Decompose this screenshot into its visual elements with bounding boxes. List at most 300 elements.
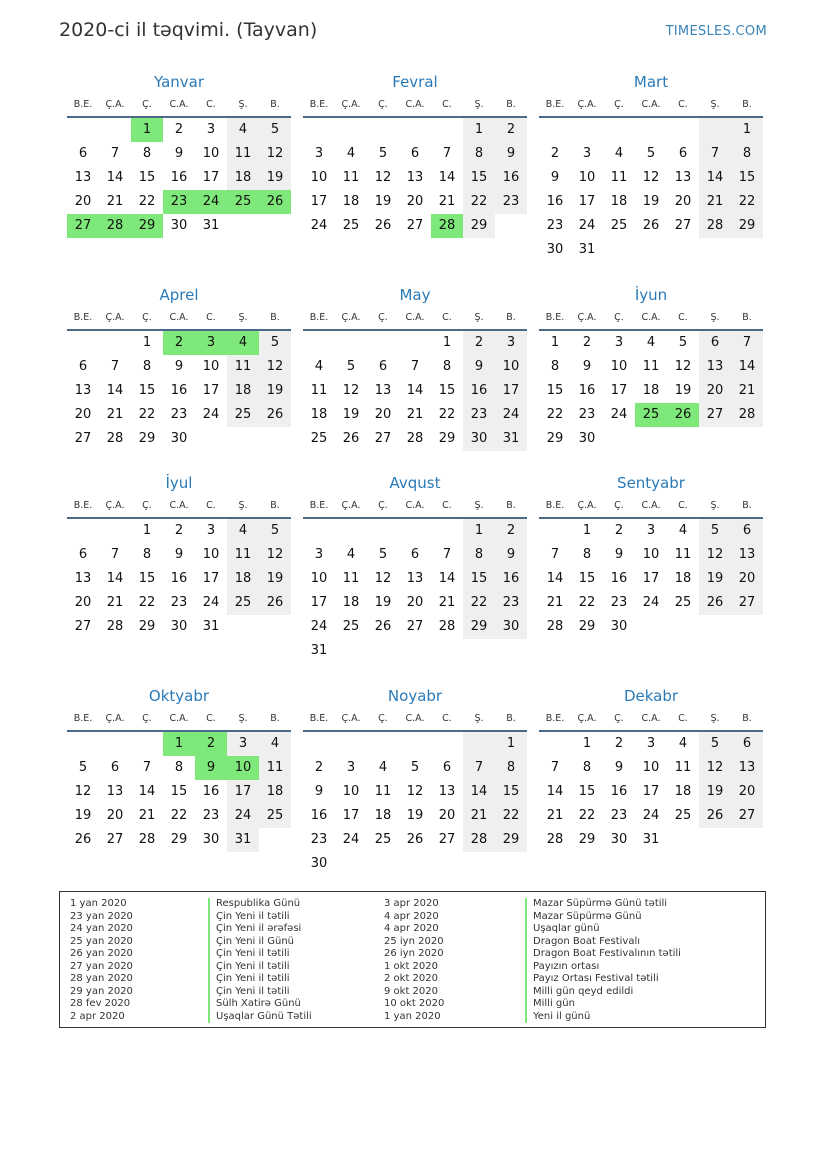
day-cell: 25: [374, 832, 392, 847]
day-cell: 13: [106, 784, 124, 799]
day-cell: 17: [202, 170, 220, 185]
day-cell: 27: [731, 804, 763, 828]
legend-holiday-name: Çin Yeni il tətili: [208, 948, 312, 961]
day-cell: 4: [227, 519, 259, 543]
weekday-label: C.A.: [641, 312, 661, 323]
day-cell: 7: [442, 547, 452, 562]
day-cell: 26: [406, 832, 424, 847]
day-cell: 9: [495, 142, 527, 166]
day-cell: 11: [374, 784, 392, 799]
week-row: [67, 732, 291, 756]
empty-cell: [431, 639, 463, 663]
day-cell: 23: [495, 591, 527, 615]
day-cell: 15: [578, 784, 596, 799]
empty-cell: [571, 118, 603, 142]
day-cell: 30: [495, 615, 527, 639]
week-row: [67, 519, 291, 543]
day-cell: 24: [610, 407, 628, 422]
day-cell: 21: [438, 194, 456, 209]
empty-cell: [367, 519, 399, 543]
weekday-label: Ş.: [238, 713, 248, 724]
month-name: İyul: [165, 474, 193, 492]
day-cell: 8: [142, 547, 152, 562]
legend-holiday-name: Sülh Xatirə Günü: [208, 998, 312, 1011]
day-cell: 19: [674, 383, 692, 398]
day-cell: 13: [406, 571, 424, 586]
day-cell: 11: [227, 142, 259, 166]
legend-holiday-name: Çin Yeni il Günü: [208, 936, 312, 949]
empty-cell: [667, 118, 699, 142]
legend-date: 1 okt 2020: [384, 960, 438, 972]
empty-cell: [335, 732, 367, 756]
empty-cell: [99, 118, 131, 142]
legend-dates-left: [70, 898, 133, 1023]
weekday-label: C.A.: [169, 500, 189, 511]
week-row: [303, 732, 527, 756]
day-cell: 11: [310, 383, 328, 398]
day-cell: 5: [699, 732, 731, 756]
week-row: [67, 355, 291, 379]
week-row: [67, 427, 291, 451]
day-cell: 26: [374, 218, 392, 233]
day-cell: 12: [374, 170, 392, 185]
empty-cell: [699, 427, 731, 451]
day-cell: 6: [442, 760, 452, 775]
weekday-label: B.E.: [73, 500, 93, 511]
empty-cell: [67, 519, 99, 543]
day-cell: 6: [78, 547, 88, 562]
day-cell: 12: [342, 383, 360, 398]
day-cell: 28: [406, 431, 424, 446]
day-cell: 2: [163, 331, 195, 355]
legend-holiday-name: Çin Yeni il tətili: [208, 973, 312, 986]
empty-cell: [195, 427, 227, 451]
day-cell: 11: [674, 547, 692, 562]
day-cell: 23: [610, 808, 628, 823]
day-cell: 12: [259, 543, 291, 567]
empty-cell: [431, 732, 463, 756]
day-cell: 11: [227, 543, 259, 567]
day-cell: 23: [163, 190, 195, 214]
week-row: [67, 567, 291, 591]
weekday-label: C.A.: [169, 713, 189, 724]
day-cell: 5: [410, 760, 420, 775]
legend-date: 25 yan 2020: [70, 935, 133, 947]
day-cell: 22: [463, 591, 495, 615]
weekday-label: Ç.: [378, 99, 388, 110]
month-name: Dekabr: [623, 687, 679, 705]
day-cell: 19: [259, 166, 291, 190]
day-cell: 24: [202, 407, 220, 422]
day-cell: 7: [410, 359, 420, 374]
day-cell: 8: [463, 142, 495, 166]
legend-holiday-name: Uşaqlar günü: [525, 923, 681, 936]
month-name: May: [399, 286, 431, 304]
week-row: [539, 828, 763, 852]
week-row: [539, 403, 763, 427]
legend-holiday-name: Milli gün: [525, 998, 681, 1011]
month-name: Yanvar: [153, 73, 205, 91]
day-cell: 12: [674, 359, 692, 374]
week-row: [67, 331, 291, 355]
week-row: [303, 591, 527, 615]
day-cell: 21: [138, 808, 156, 823]
day-cell: 28: [138, 832, 156, 847]
weekday-label: Ş.: [238, 99, 248, 110]
day-cell: 16: [578, 383, 596, 398]
page-title: 2020-ci il təqvimi. (Tayvan): [59, 19, 318, 41]
legend-date: 26 iyn 2020: [384, 948, 444, 959]
weekday-label: Ç.A.: [105, 312, 125, 323]
day-cell: 23: [170, 407, 188, 422]
legend-holiday-name: Çin Yeni il tətili: [208, 911, 312, 924]
empty-cell: [399, 118, 431, 142]
empty-cell: [699, 615, 731, 639]
day-cell: 21: [463, 804, 495, 828]
day-cell: 5: [378, 146, 388, 161]
weekday-label: B.E.: [545, 500, 565, 511]
weekday-label: Ç.A.: [341, 713, 361, 724]
day-cell: 4: [259, 732, 291, 756]
day-cell: 7: [463, 756, 495, 780]
weekday-label: C.A.: [405, 312, 425, 323]
day-cell: 2: [463, 331, 495, 355]
weekday-label: C.: [442, 500, 452, 511]
week-row: [303, 543, 527, 567]
day-cell: 7: [731, 331, 763, 355]
day-cell: 7: [110, 547, 120, 562]
empty-cell: [699, 238, 731, 262]
day-cell: 28: [431, 214, 463, 238]
day-cell: 10: [610, 359, 628, 374]
day-cell: 4: [227, 118, 259, 142]
legend-holiday-name: Çin Yeni il tətili: [208, 961, 312, 974]
weekday-label: Ş.: [710, 312, 720, 323]
day-cell: 9: [174, 359, 184, 374]
day-cell: 8: [174, 760, 184, 775]
week-row: [67, 142, 291, 166]
day-cell: 20: [106, 808, 124, 823]
weekday-label: B.E.: [73, 713, 93, 724]
empty-cell: [539, 519, 571, 543]
day-cell: 8: [582, 547, 592, 562]
month-mart: [539, 70, 763, 262]
day-cell: 2: [614, 736, 624, 751]
empty-cell: [399, 639, 431, 663]
week-row: [303, 214, 527, 238]
empty-cell: [259, 214, 291, 238]
weekday-label: B.E.: [73, 312, 93, 323]
day-cell: 23: [495, 190, 527, 214]
week-row: [539, 379, 763, 403]
day-cell: 23: [546, 218, 564, 233]
day-cell: 16: [610, 571, 628, 586]
legend-date: 28 fev 2020: [70, 998, 131, 1009]
day-cell: 15: [731, 166, 763, 190]
empty-cell: [335, 852, 367, 876]
month-may: [303, 283, 527, 451]
weekday-label: C.: [206, 99, 216, 110]
day-cell: 5: [378, 547, 388, 562]
week-row: [539, 732, 763, 756]
day-cell: 5: [259, 118, 291, 142]
empty-cell: [335, 639, 367, 663]
day-cell: 29: [546, 431, 564, 446]
weekday-label: B.: [506, 713, 516, 724]
weekday-header: [303, 94, 527, 118]
day-cell: 3: [314, 547, 324, 562]
empty-cell: [399, 519, 431, 543]
weekday-label: Ş.: [474, 713, 484, 724]
day-cell: 2: [582, 335, 592, 350]
day-cell: 20: [406, 194, 424, 209]
day-cell: 17: [342, 808, 360, 823]
day-cell: 8: [731, 142, 763, 166]
day-cell: 13: [731, 756, 763, 780]
day-cell: 25: [227, 403, 259, 427]
month-name: Mart: [633, 73, 669, 91]
legend-names-right: [525, 898, 681, 1023]
weekday-label: Ç.A.: [341, 312, 361, 323]
day-cell: 15: [438, 383, 456, 398]
empty-cell: [463, 732, 495, 756]
day-cell: 5: [78, 760, 88, 775]
empty-cell: [67, 732, 99, 756]
day-cell: 31: [495, 427, 527, 451]
day-cell: 12: [259, 355, 291, 379]
legend-holiday-name: Payız Ortası Festival tətili: [525, 973, 681, 986]
day-cell: 22: [578, 595, 596, 610]
day-cell: 13: [374, 383, 392, 398]
week-row: [303, 355, 527, 379]
weekday-label: C.: [678, 99, 688, 110]
day-cell: 18: [342, 595, 360, 610]
week-row: [539, 567, 763, 591]
day-cell: 3: [227, 732, 259, 756]
day-cell: 18: [259, 780, 291, 804]
weekday-label: B.E.: [73, 99, 93, 110]
weekday-header: [303, 495, 527, 519]
day-cell: 25: [310, 431, 328, 446]
day-cell: 3: [206, 523, 216, 538]
day-cell: 2: [314, 760, 324, 775]
day-cell: 23: [310, 832, 328, 847]
week-row: [303, 639, 527, 663]
weekday-label: Ç.A.: [341, 500, 361, 511]
weekday-label: Ç.A.: [577, 99, 597, 110]
weekday-label: Ç.: [142, 500, 152, 511]
day-cell: 24: [495, 403, 527, 427]
legend-date: 24 yan 2020: [70, 923, 133, 934]
day-cell: 2: [614, 523, 624, 538]
day-cell: 15: [138, 571, 156, 586]
legend-holiday-name: Mazar Süpürmə Günü tətili: [525, 898, 681, 911]
legend-date: 4 apr 2020: [384, 923, 439, 934]
day-cell: 14: [731, 355, 763, 379]
empty-cell: [67, 118, 99, 142]
week-row: [303, 852, 527, 876]
empty-cell: [635, 118, 667, 142]
weekday-header: [67, 708, 291, 732]
month-name: Oktyabr: [148, 687, 210, 705]
day-cell: 29: [138, 619, 156, 634]
day-cell: 28: [699, 214, 731, 238]
day-cell: 3: [195, 331, 227, 355]
day-cell: 20: [731, 567, 763, 591]
day-cell: 30: [170, 619, 188, 634]
month-noyabr: [303, 684, 527, 876]
day-cell: 23: [170, 595, 188, 610]
day-cell: 28: [731, 403, 763, 427]
empty-cell: [731, 238, 763, 262]
day-cell: 22: [546, 407, 564, 422]
week-row: [67, 615, 291, 639]
day-cell: 31: [578, 242, 596, 257]
week-row: [67, 591, 291, 615]
legend-holiday-name: Dragon Boat Festivalı: [525, 936, 681, 949]
weekday-label: B.E.: [309, 713, 329, 724]
empty-cell: [399, 732, 431, 756]
day-cell: 26: [259, 403, 291, 427]
day-cell: 25: [610, 218, 628, 233]
legend-date: 25 iyn 2020: [384, 935, 444, 947]
empty-cell: [635, 238, 667, 262]
day-cell: 3: [582, 146, 592, 161]
day-cell: 14: [438, 170, 456, 185]
day-cell: 29: [438, 431, 456, 446]
day-cell: 30: [578, 431, 596, 446]
day-cell: 26: [374, 619, 392, 634]
weekday-label: Ç.: [614, 500, 624, 511]
day-cell: 12: [642, 170, 660, 185]
legend-date: 9 okt 2020: [384, 985, 438, 997]
day-cell: 28: [106, 619, 124, 634]
day-cell: 15: [463, 166, 495, 190]
day-cell: 28: [546, 832, 564, 847]
day-cell: 19: [74, 808, 92, 823]
month-name: Fevral: [392, 73, 438, 91]
day-cell: 28: [438, 619, 456, 634]
day-cell: 31: [227, 828, 259, 852]
week-row: [67, 804, 291, 828]
day-cell: 30: [170, 218, 188, 233]
day-cell: 15: [578, 571, 596, 586]
day-cell: 10: [202, 146, 220, 161]
day-cell: 18: [642, 383, 660, 398]
brand-logo[interactable]: TIMESLES.COM: [665, 24, 767, 39]
day-cell: 19: [374, 595, 392, 610]
weekday-label: C.: [206, 312, 216, 323]
day-cell: 23: [463, 403, 495, 427]
legend-date: 27 yan 2020: [70, 960, 133, 972]
legend-holiday-name: Yeni il günü: [525, 1011, 681, 1024]
day-cell: 5: [259, 331, 291, 355]
weekday-label: B.E.: [309, 312, 329, 323]
day-cell: 10: [342, 784, 360, 799]
day-cell: 28: [106, 431, 124, 446]
day-cell: 17: [578, 194, 596, 209]
week-row: [539, 355, 763, 379]
weekday-label: B.: [742, 99, 752, 110]
day-cell: 4: [614, 146, 624, 161]
day-cell: 1: [582, 736, 592, 751]
legend-holiday-name: Çin Yeni il ərəfəsi: [208, 923, 312, 936]
week-row: [539, 591, 763, 615]
day-cell: 22: [438, 407, 456, 422]
week-row: [303, 519, 527, 543]
weekday-label: Ç.: [614, 713, 624, 724]
weekday-label: Ç.: [142, 312, 152, 323]
month-name: Aprel: [159, 286, 199, 304]
day-cell: 22: [138, 194, 156, 209]
legend-date: 1 yan 2020: [384, 1010, 441, 1022]
weekday-label: Ç.: [142, 99, 152, 110]
day-cell: 18: [374, 808, 392, 823]
empty-cell: [335, 519, 367, 543]
day-cell: 7: [550, 760, 560, 775]
day-cell: 28: [546, 619, 564, 634]
week-row: [303, 379, 527, 403]
day-cell: 27: [74, 431, 92, 446]
day-cell: 24: [227, 804, 259, 828]
day-cell: 14: [406, 383, 424, 398]
legend-date: 23 yan 2020: [70, 910, 133, 922]
day-cell: 29: [170, 832, 188, 847]
month-dekabr: [539, 684, 763, 852]
day-cell: 1: [582, 523, 592, 538]
day-cell: 1: [463, 118, 495, 142]
weekday-label: Ç.: [614, 99, 624, 110]
weekday-label: Ç.: [614, 312, 624, 323]
day-cell: 14: [106, 571, 124, 586]
day-cell: 16: [202, 784, 220, 799]
legend-date: 1 yan 2020: [70, 898, 127, 909]
day-cell: 15: [495, 780, 527, 804]
day-cell: 14: [699, 166, 731, 190]
legend-holiday-name: Milli gün qeyd edildi: [525, 986, 681, 999]
day-cell: 22: [138, 407, 156, 422]
empty-cell: [495, 214, 527, 238]
day-cell: 14: [546, 784, 564, 799]
empty-cell: [227, 214, 259, 238]
empty-cell: [227, 427, 259, 451]
month-name: Avqust: [389, 474, 441, 492]
weekday-label: B.: [506, 99, 516, 110]
weekday-label: Ş.: [238, 312, 248, 323]
day-cell: 21: [546, 595, 564, 610]
week-row: [303, 804, 527, 828]
day-cell: 25: [342, 218, 360, 233]
day-cell: 29: [731, 214, 763, 238]
weekday-label: Ş.: [710, 99, 720, 110]
empty-cell: [303, 519, 335, 543]
weekday-label: B.: [270, 713, 280, 724]
day-cell: 1: [142, 335, 152, 350]
empty-cell: [603, 427, 635, 451]
day-cell: 5: [646, 146, 656, 161]
day-cell: 29: [495, 828, 527, 852]
day-cell: 22: [731, 190, 763, 214]
day-cell: 10: [495, 355, 527, 379]
week-row: [539, 142, 763, 166]
empty-cell: [635, 615, 667, 639]
day-cell: 12: [699, 756, 731, 780]
day-cell: 19: [699, 567, 731, 591]
weekday-label: C.A.: [405, 500, 425, 511]
week-row: [539, 615, 763, 639]
day-cell: 6: [731, 732, 763, 756]
legend-names-left: [208, 898, 312, 1023]
